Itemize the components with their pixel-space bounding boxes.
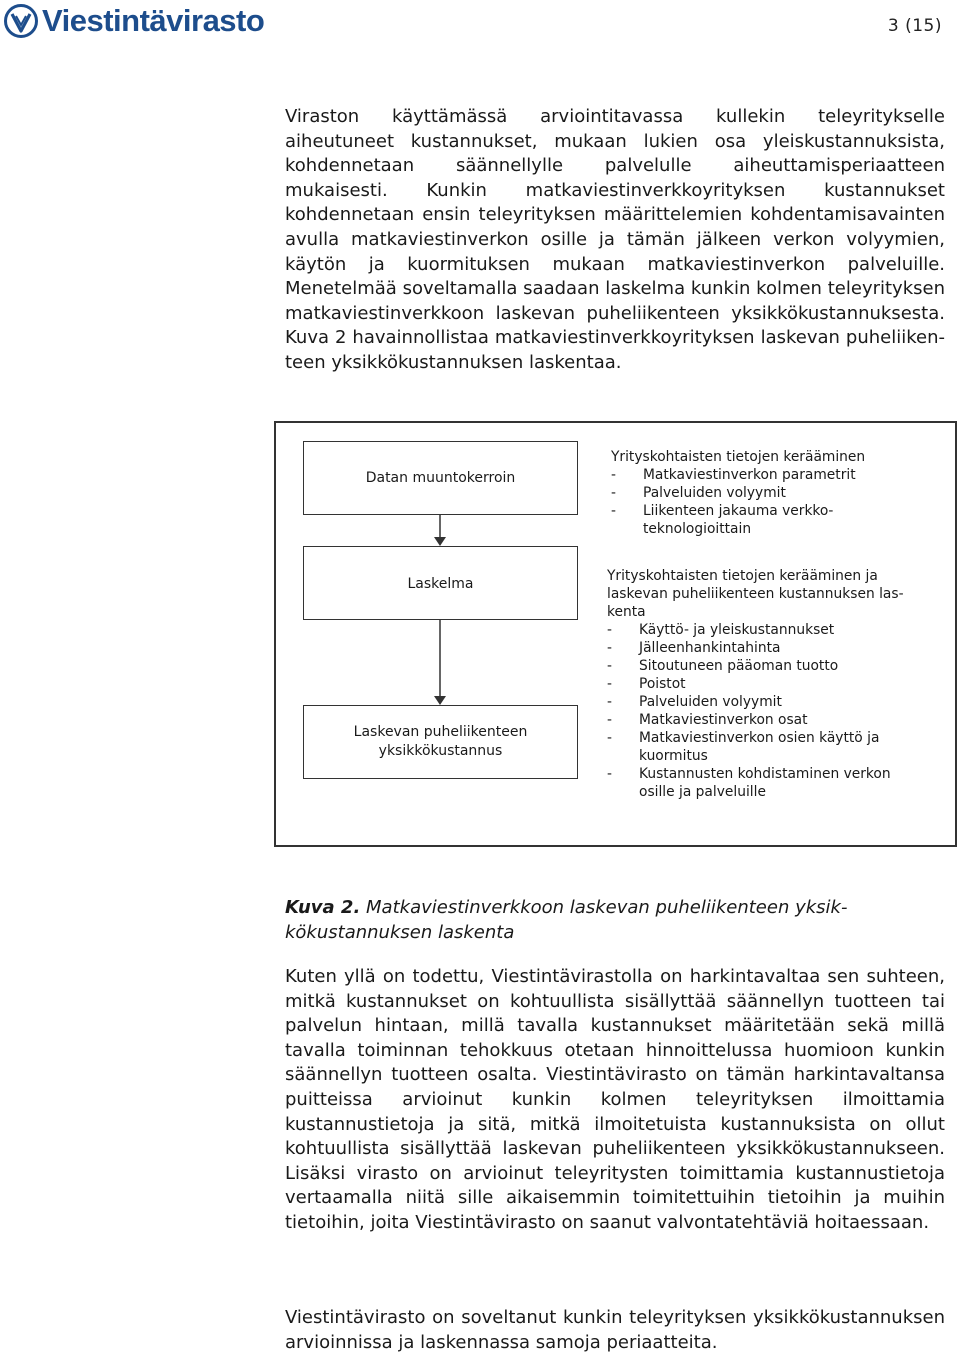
side-note-item: - Käyttö- ja yleiskustannukset	[607, 621, 947, 639]
side-note-list	[611, 466, 865, 538]
figure-caption-label: Kuva 2.	[285, 897, 361, 918]
flow-arrowhead	[434, 537, 446, 546]
side-note-title: Yrityskohtaisten tietojen kerääminen ja laskevan puheliikenteen kustannuksen laskenta	[607, 568, 904, 620]
side-note-item: - Liikenteen jakauma verkkoteknologioittain	[611, 502, 857, 538]
side-note-item: - Matkaviestinverkon osien käyttö ja kuormitus	[607, 729, 915, 765]
side-note-data-collection	[611, 448, 865, 538]
figure-caption	[285, 896, 945, 945]
flow-box-label: Datan muuntokerroin	[365, 469, 516, 486]
figure-caption-text: Matkaviestinverkkoon laskevan puheliikenteen yksikkökustannuksen laskenta	[285, 897, 848, 943]
side-note-item: - Sitoutuneen pääoman tuotto	[607, 657, 947, 675]
flow-box-label-line: Laskevan puheliikenteen	[353, 724, 528, 740]
flow-arrowhead	[434, 696, 446, 705]
side-note-item: - Palveluiden volyymit	[607, 693, 947, 711]
brand-name: Viestintävirasto	[42, 3, 265, 38]
body-paragraph: Viestintävirasto on soveltanut kunkin teleyrityksen yksikkökustannuksen arvioinnissa ja laskennassa samoja periaatteita.	[285, 1307, 945, 1353]
side-note-item: - Poistot	[607, 675, 947, 693]
side-note-item: - Matkaviestinverkon parametrit	[611, 466, 865, 484]
side-note-item: - Jälleenhankintahinta	[607, 639, 947, 657]
flow-box-label-line: yksikkökustannus	[378, 743, 503, 759]
side-note-list	[607, 621, 947, 801]
page-number: 3 (15)	[887, 16, 942, 36]
side-note-cost-calculation	[607, 567, 947, 801]
body-paragraph: Kuten yllä on todettu, Viestintävirastolla on harkintavaltaa sen suhteen, mitkä kustannukset on kohtuullista sisällyttää säännellyn tuotteen tai palvelun hintaan, millä tavalla kustannukset määritetään sekä millä tavalla toiminnan tehokkuus otetaan hinnoittelussa huomioon kunkin säännellyn tuotteen osalta. Viestintävirasto on tämän harkintavaltansa puitteissa arvioinut kunkin kolmen teleyrityksen ilmoittamia kustannustietoja ja sitä, mitkä ilmoitetuista kustannuksista on ollut kohtuullista sisällyttää laskevan puheliikenteen yksikkökustannukseen. Lisäksi virasto on arvioinut teleyritysten toimittamia kustannustietoja vertaamalla niitä sille aikaisemmin toimitettuihin tietoihin ja muihin tietoihin, joita Viestintävirasto on saanut valvontatehtäviä hoitaessaan.	[285, 966, 945, 1233]
side-note-item: - Matkaviestinverkon osat	[607, 711, 947, 729]
side-note-item: - Palveluiden volyymit	[611, 484, 865, 502]
side-note-item: - Kustannusten kohdistaminen verkon osille ja palveluille	[607, 765, 929, 801]
side-note-title: Yrityskohtaisten tietojen kerääminen	[611, 449, 866, 465]
flow-box-label: Laskelma	[407, 576, 474, 592]
body-paragraph: Viraston käyttämässä arviointitavassa kullekin teleyritykselle aiheutuneet kustannukset, mukaan lukien osa yleiskustannuksista, kohdennetaan säännellylle palvelulle aiheuttamisperiaatteen mukaisesti. Kunkin matkaviestinverkkoyrityksen kustannukset kohdennetaan ensin teleyrityksen määrittelemien kohdentamisavainten avulla matkaviestinverkon osille ja tämän jälkeen verkon volyymien, käytön ja kuormituksen mukaan matkaviestinverkon palveluille. Menetelmää soveltamalla saadaan laskelma kunkin kolmen teleyrityksen matkaviestinverkkoon laskevan puheliikenteen yksikkökustannuksesta. Kuva 2 havainnollistaa matkaviestinverkkoyrityksen laskevan puheliikenteen yksikkökustannuksen laskentaa.	[285, 106, 945, 373]
